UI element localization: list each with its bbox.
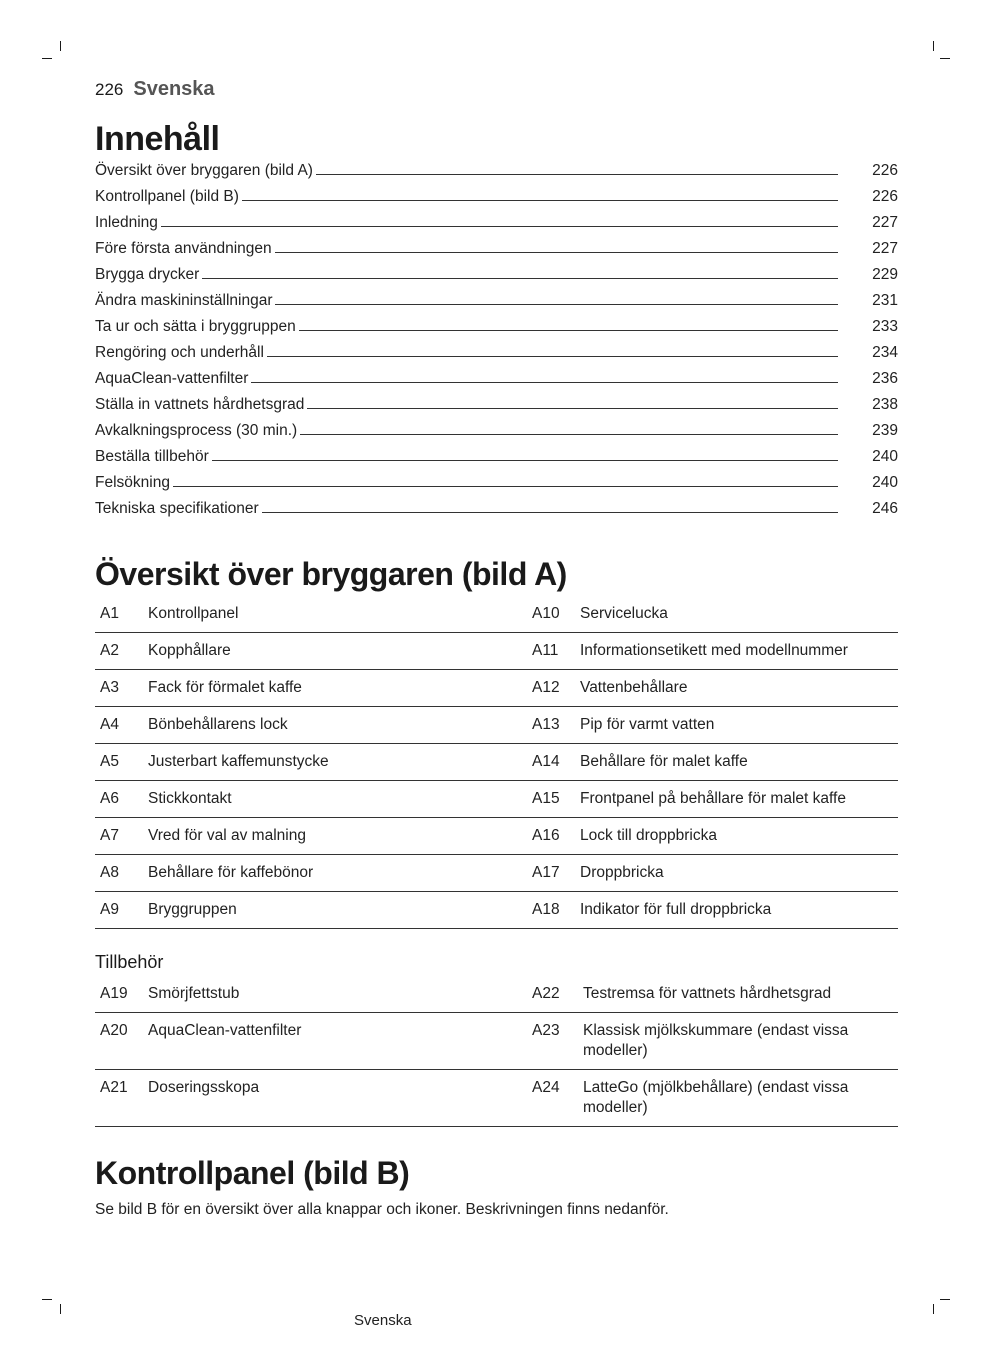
table-row [95,781,898,818]
crop-mark [42,58,52,59]
toc-leader-line [212,449,838,461]
toc-entry-page: 234 [872,344,898,361]
toc-entry-label: AquaClean-vattenfilter [95,370,249,387]
toc-entry-page: 240 [872,474,898,491]
part-name: Kontrollpanel [148,602,532,633]
part-code: A10 [532,602,580,633]
part-code: A3 [95,670,148,707]
toc-entry-page: 239 [872,422,898,439]
toc-entry-label: Tekniska specifikationer [95,500,259,517]
toc-entry-label: Beställa tillbehör [95,448,209,465]
crop-mark [42,1299,52,1300]
part-code: A19 [95,982,148,1013]
part-name: AquaClean-vattenfilter [148,1013,532,1070]
part-name: Stickkontakt [148,781,532,818]
toc-leader-line [242,189,838,201]
toc-entry-page: 246 [872,500,898,517]
table-row [95,1070,898,1127]
control-panel-title: Kontrollpanel (bild B) [95,1155,410,1191]
toc-entry-page: 229 [872,266,898,283]
part-name: Kopphållare [148,633,532,670]
part-name: Behållare för malet kaffe [580,744,898,781]
part-code: A14 [532,744,580,781]
part-name: Bryggruppen [148,892,532,929]
toc-leader-line [300,423,838,435]
crop-mark [933,41,934,51]
toc-entry[interactable] [95,318,898,344]
toc-entry[interactable] [95,188,898,214]
toc-entry-page: 231 [872,292,898,309]
table-row [95,1013,898,1070]
part-code: A13 [532,707,580,744]
toc-entry[interactable] [95,370,898,396]
part-code: A5 [95,744,148,781]
part-code: A20 [95,1013,148,1070]
part-code: A22 [532,982,583,1013]
toc-entry[interactable] [95,162,898,188]
toc-entry-page: 226 [872,162,898,179]
toc-leader-line [267,345,838,357]
part-name: Informationsetikett med modellnummer [580,633,898,670]
overview-title: Översikt över bryggaren (bild A) [95,556,567,592]
part-name: Bönbehållarens lock [148,707,532,744]
toc-entry[interactable] [95,448,898,474]
toc-entry[interactable] [95,396,898,422]
part-code: A4 [95,707,148,744]
part-code: A12 [532,670,580,707]
parts-table [95,602,898,929]
table-row [95,892,898,929]
part-code: A18 [532,892,580,929]
toc-entry-page: 236 [872,370,898,387]
crop-mark [940,1299,950,1300]
part-code: A16 [532,818,580,855]
part-code: A6 [95,781,148,818]
toc-entry-label: Brygga drycker [95,266,200,283]
toc-entry-label: Felsökning [95,474,170,491]
toc-entry-page: 240 [872,448,898,465]
part-code: A11 [532,633,580,670]
part-code: A21 [95,1070,148,1127]
table-row [95,744,898,781]
toc-entry[interactable] [95,214,898,240]
toc-leader-line [299,319,838,331]
toc-leader-line [262,501,838,513]
part-name: Klassisk mjölkskummare (endast vissa modeller) [583,1013,898,1070]
crop-mark [60,1304,61,1314]
toc-leader-line [251,371,838,383]
toc-entry[interactable] [95,240,898,266]
toc-entry-label: Rengöring och underhåll [95,344,264,361]
toc-leader-line [202,267,838,279]
part-code: A2 [95,633,148,670]
toc-entry-page: 227 [872,240,898,257]
page-number: 226 [95,80,124,99]
toc-entry-page: 233 [872,318,898,335]
part-name: Doseringsskopa [148,1070,532,1127]
toc-entry[interactable] [95,344,898,370]
toc-leader-line [275,293,838,305]
toc-entry[interactable] [95,474,898,500]
part-code: A23 [532,1013,583,1070]
toc-leader-line [161,215,838,227]
toc-entry-page: 227 [872,214,898,231]
table-row [95,982,898,1013]
table-row [95,818,898,855]
table-row [95,602,898,633]
part-name: Fack för förmalet kaffe [148,670,532,707]
crop-mark [940,58,950,59]
table-row [95,670,898,707]
part-code: A15 [532,781,580,818]
part-name: Vattenbehållare [580,670,898,707]
toc-entry-label: Ändra maskininställningar [95,292,273,309]
page-footer: Svenska [354,1312,412,1329]
part-name: Pip för varmt vatten [580,707,898,744]
accessories-table [95,982,898,1127]
toc-entry-label: Före första användningen [95,240,272,257]
part-name: LatteGo (mjölkbehållare) (endast vissa modeller) [583,1070,898,1127]
toc-entry-label: Kontrollpanel (bild B) [95,188,239,205]
toc-entry[interactable] [95,422,898,448]
toc-leader-line [316,163,838,175]
toc-leader-line [307,397,838,409]
toc-entry[interactable] [95,500,898,526]
part-code: A24 [532,1070,583,1127]
part-code: A8 [95,855,148,892]
toc-entry-label: Inledning [95,214,158,231]
toc-entry[interactable] [95,292,898,318]
toc-entry-label: Ställa in vattnets hårdhetsgrad [95,396,305,413]
toc-leader-line [173,475,838,487]
toc-title: Innehåll [95,120,220,158]
part-name: Lock till droppbricka [580,818,898,855]
part-name: Droppbricka [580,855,898,892]
part-code: A7 [95,818,148,855]
toc-entry-label: Översikt över bryggaren (bild A) [95,162,313,179]
part-name: Frontpanel på behållare för malet kaffe [580,781,898,818]
part-name: Vred för val av malning [148,818,532,855]
table-row [95,633,898,670]
part-name: Testremsa för vattnets hårdhetsgrad [583,982,898,1013]
toc-entry-label: Avkalkningsprocess (30 min.) [95,422,298,439]
part-name: Smörjfettstub [148,982,532,1013]
part-name: Behållare för kaffebönor [148,855,532,892]
toc-entry[interactable] [95,266,898,292]
accessories-title: Tillbehör [95,952,164,972]
header-language: Svenska [133,78,215,100]
part-name: Servicelucka [580,602,898,633]
part-name: Indikator för full droppbricka [580,892,898,929]
toc-entry-page: 238 [872,396,898,413]
part-code: A9 [95,892,148,929]
toc-entry-page: 226 [872,188,898,205]
part-code: A1 [95,602,148,633]
page-header [95,78,215,101]
toc-leader-line [275,241,838,253]
table-row [95,855,898,892]
table-row [95,707,898,744]
toc-entry-label: Ta ur och sätta i bryggruppen [95,318,296,335]
control-panel-text: Se bild B för en översikt över alla knappar och ikoner. Beskrivningen finns nedanför. [95,1201,669,1218]
part-name: Justerbart kaffemunstycke [148,744,532,781]
crop-mark [933,1304,934,1314]
crop-mark [60,41,61,51]
table-of-contents [95,162,898,526]
part-code: A17 [532,855,580,892]
